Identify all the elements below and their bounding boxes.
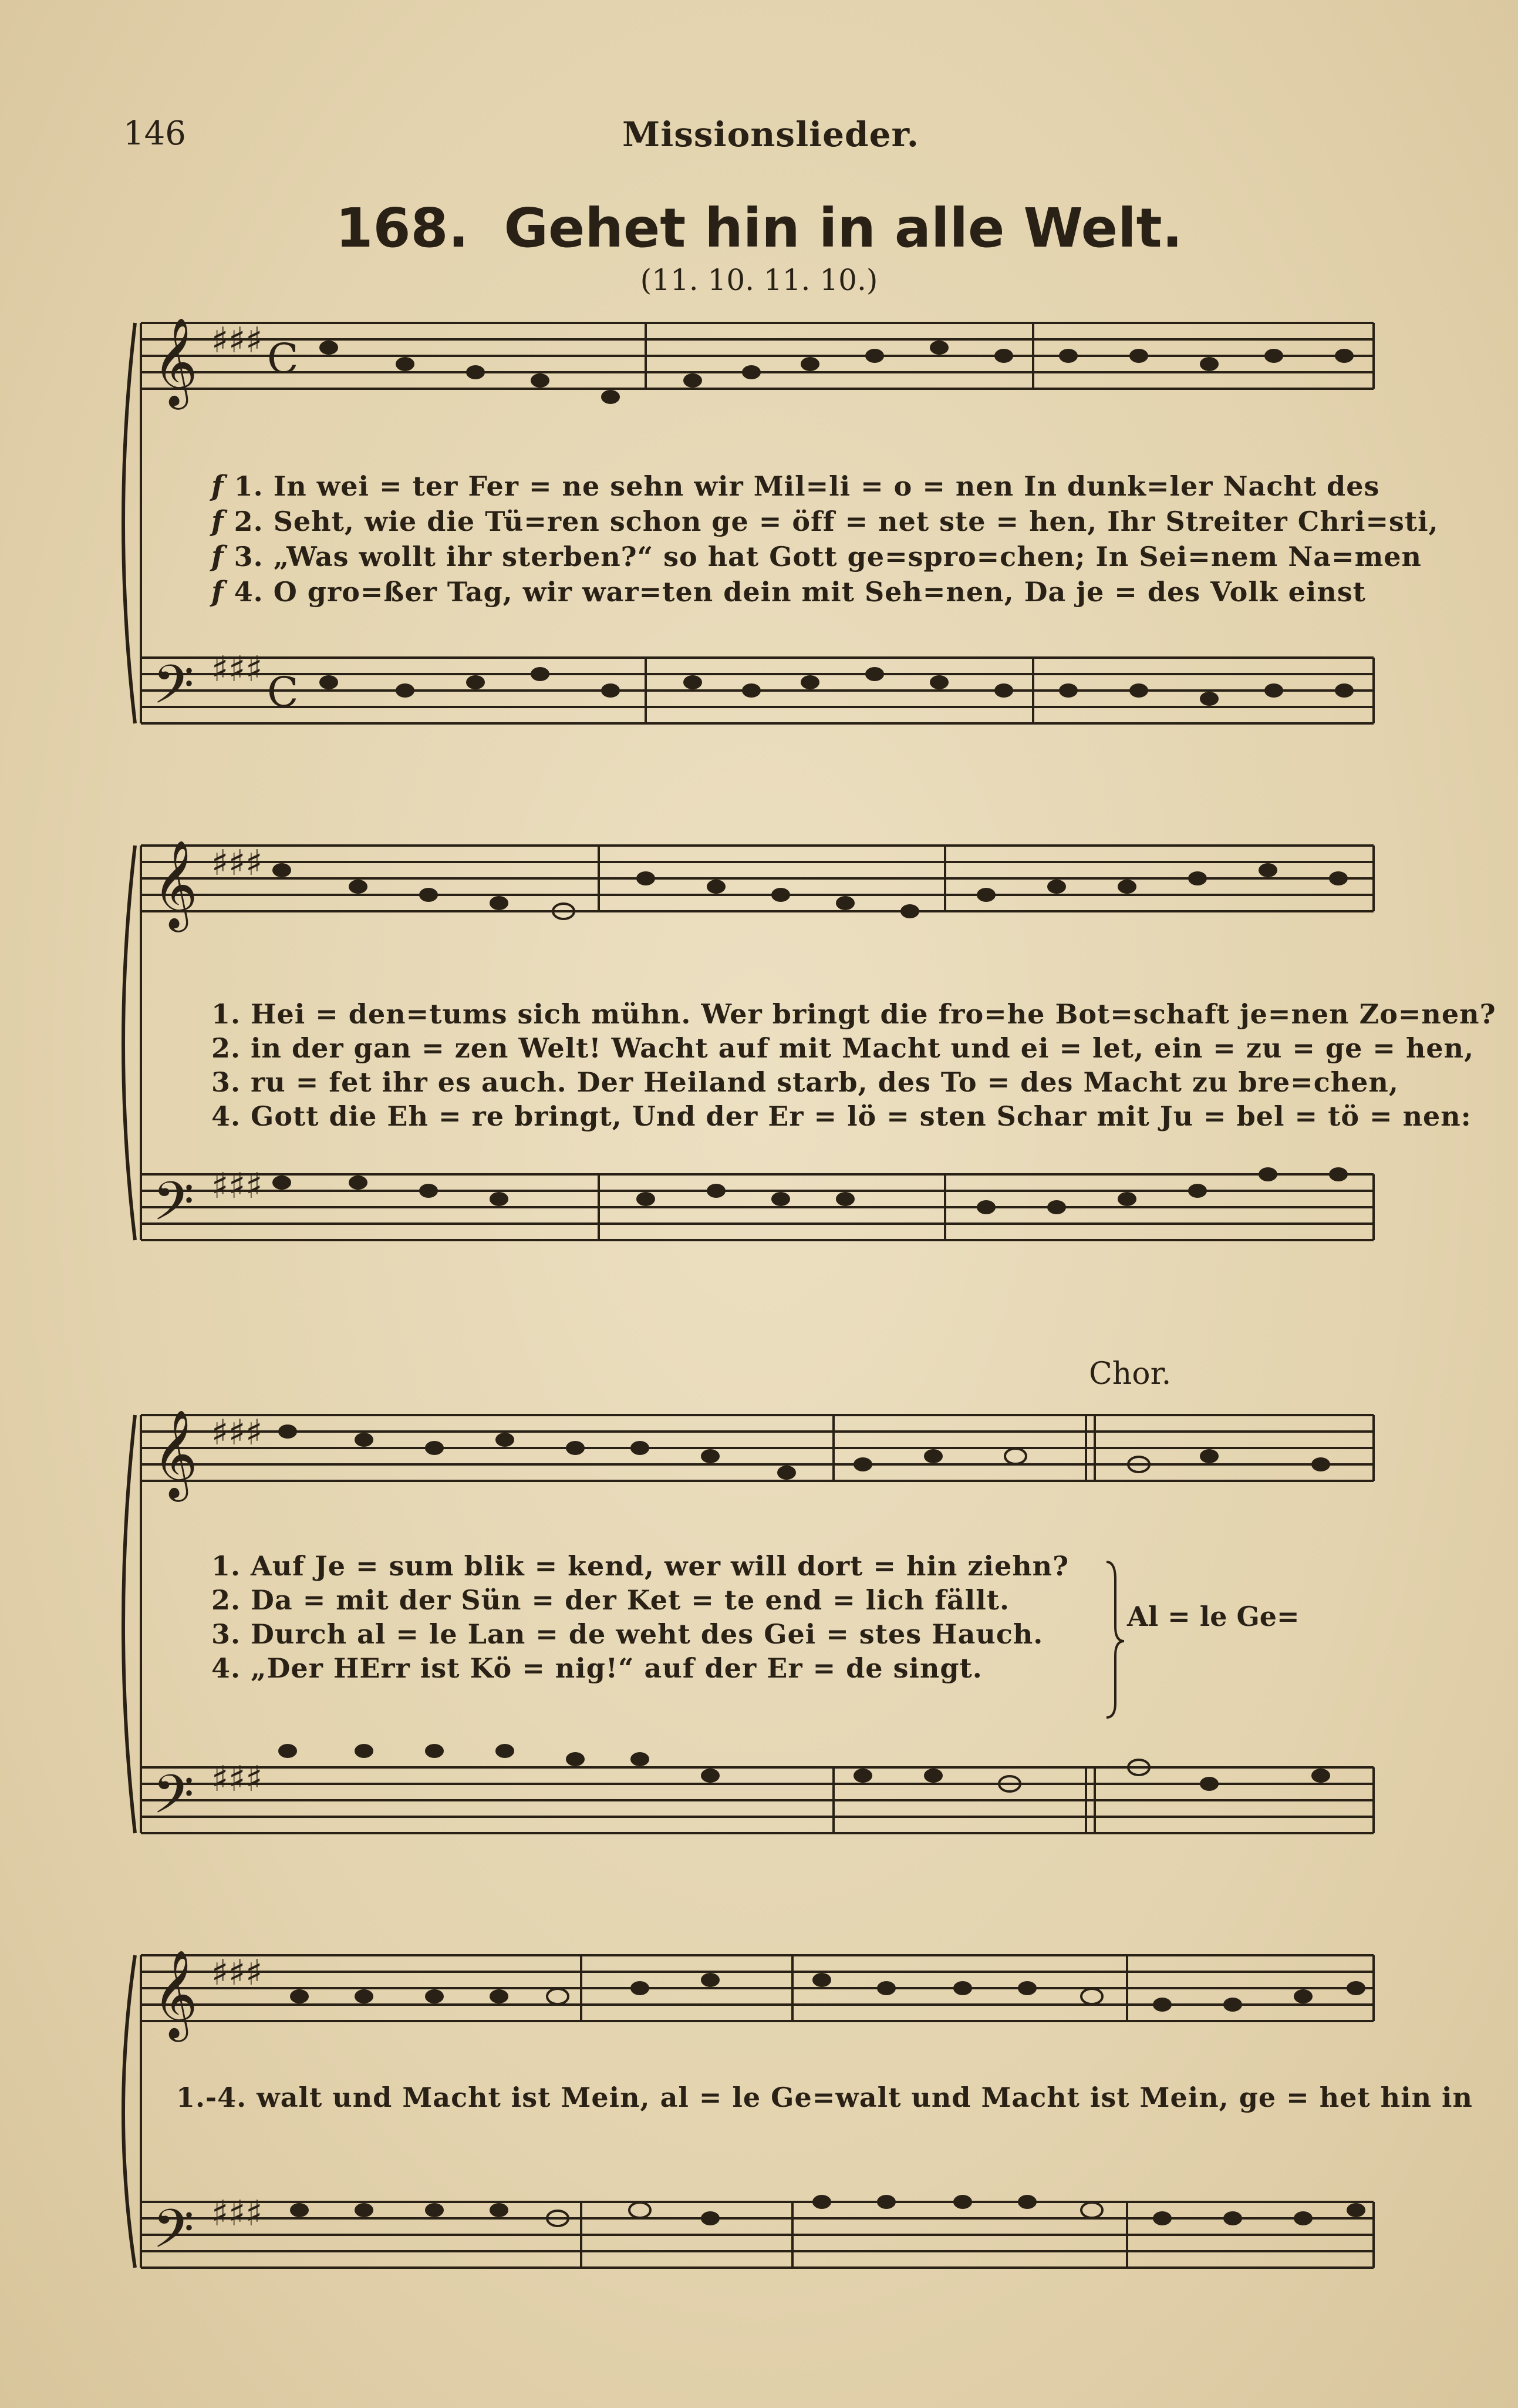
verse-2-line-1 <box>211 505 1439 538</box>
hymn-title-line <box>0 197 1518 260</box>
svg-text:𝄞: 𝄞 <box>153 1949 198 2038</box>
score-system-2 <box>129 822 1379 1309</box>
svg-text:𝄞: 𝄞 <box>153 1409 198 1498</box>
svg-text:♯♯♯: ♯♯♯ <box>211 843 263 884</box>
svg-text:𝄞: 𝄞 <box>153 839 198 928</box>
hymn-number: 168. <box>335 197 469 260</box>
page-number: 146 <box>123 114 186 153</box>
verse-4-line-2: 4. Gott die Eh = re bringt, Und der Er = lö = sten Schar mit Ju = bel = tö = nen: <box>211 1100 1472 1132</box>
svg-text:♯♯♯: ♯♯♯ <box>211 649 263 690</box>
lyric-text: 1. In wei = ter Fer = ne sehn wir Mil=li = o = nen In dunk=ler Nacht des <box>234 470 1380 502</box>
svg-text:𝄢: 𝄢 <box>153 2198 194 2273</box>
lyric-text: 2. Seht, wie die Tü=ren schon ge = öff = net ste = hen, Ihr Streiter Chri=sti, <box>234 506 1439 537</box>
svg-text:C: C <box>267 335 299 383</box>
verse-2-line-3: 2. Da = mit der Sün = der Ket = te end = lich fällt. <box>211 1584 1010 1616</box>
lyric-text: 4. O gro=ßer Tag, wir war=ten dein mit Seh=nen, Da je = des Volk einst <box>234 576 1366 608</box>
verse-1-line-2: 1. Hei = den=tums sich mühn. Wer bringt die fro=he Bot=schaft je=nen Zo=nen? <box>211 998 1496 1030</box>
chorus-text: Al = le Ge= <box>1127 1601 1300 1632</box>
verse-3-line-1 <box>211 540 1422 573</box>
svg-text:𝄞: 𝄞 <box>153 316 198 406</box>
verse-2-line-2: 2. in der gan = zen Welt! Wacht auf mit Macht und ei = let, ein = zu = ge = hen, <box>211 1032 1475 1064</box>
svg-text:♯♯♯: ♯♯♯ <box>211 320 263 361</box>
svg-text:♯♯♯: ♯♯♯ <box>211 1412 263 1453</box>
lyric-text: 3. „Was wollt ihr sterben?“ so hat Gott ge=spro=chen; In Sei=nem Na=men <box>234 541 1422 572</box>
refrain-line: 1.-4. walt und Macht ist Mein, al = le Ge=walt und Macht ist Mein, ge = het hin in <box>176 2082 1473 2113</box>
svg-text:C: C <box>267 668 299 716</box>
verse-4-line-1 <box>211 575 1366 608</box>
score-system-4 <box>129 1938 1379 2396</box>
chorus-label: Chor. <box>1089 1356 1172 1392</box>
verse-4-line-3: 4. „Der HErr ist Kö = nig!“ auf der Er = de singt. <box>211 1652 983 1684</box>
verse-3-line-3: 3. Durch al = le Lan = de weht des Gei = stes Hauch. <box>211 1618 1044 1650</box>
verse-3-line-2: 3. ru = fet ihr es auch. Der Heiland starb, des To = des Macht zu bre=chen, <box>211 1066 1399 1098</box>
dynamic-mark: f <box>211 540 224 573</box>
verse-1-line-3: 1. Auf Je = sum blik = kend, wer will dort = hin ziehn? <box>211 1550 1070 1582</box>
dynamic-mark: f <box>211 575 224 608</box>
svg-text:𝄢: 𝄢 <box>153 1170 194 1245</box>
hymn-meter: (11. 10. 11. 10.) <box>640 263 878 297</box>
running-head: Missionslieder. <box>622 114 919 154</box>
svg-text:𝄢: 𝄢 <box>153 1763 194 1838</box>
dynamic-mark: f <box>211 470 224 503</box>
music-system-3 <box>129 1392 1379 1908</box>
hymn-title: Gehet hin in alle Welt. <box>504 197 1183 260</box>
music-system-4 <box>129 1938 1473 2396</box>
svg-text:♯♯♯: ♯♯♯ <box>211 1759 263 1800</box>
dynamic-mark: f <box>211 505 224 538</box>
verse-1-line-1 <box>211 470 1379 503</box>
svg-text:𝄢: 𝄢 <box>153 654 194 729</box>
svg-text:♯♯♯: ♯♯♯ <box>211 2193 263 2234</box>
score-system-3 <box>129 1392 1379 1908</box>
music-system-1 <box>129 299 1439 763</box>
page-header <box>0 114 1518 161</box>
svg-text:♯♯♯: ♯♯♯ <box>211 1952 263 1993</box>
svg-text:♯♯♯: ♯♯♯ <box>211 1166 263 1207</box>
music-system-2 <box>129 822 1496 1309</box>
